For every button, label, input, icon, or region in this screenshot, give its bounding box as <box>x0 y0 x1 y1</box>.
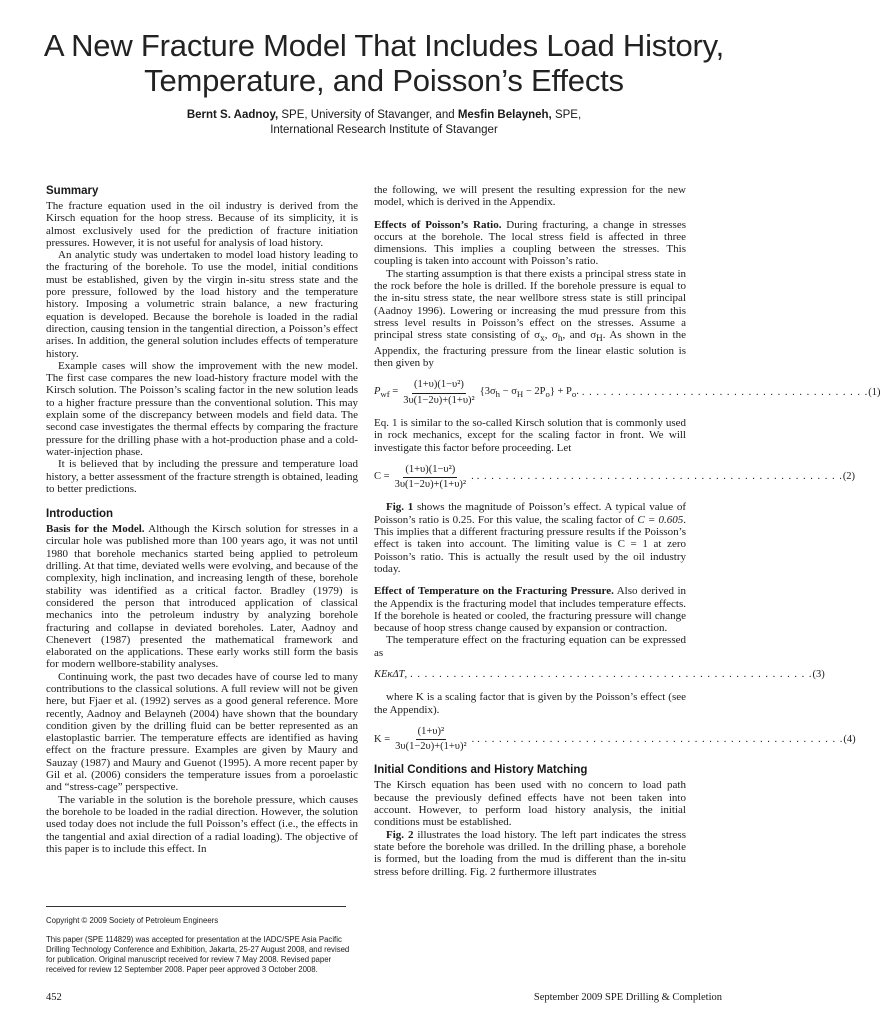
eq2-lhs: C = <box>374 471 390 483</box>
eq1-sub-3: o <box>545 389 550 400</box>
eq2-rest: . <box>471 471 474 483</box>
author-2-affiliation: SPE, <box>551 109 582 121</box>
poisson-runin-heading: Effects of Poisson’s Ratio. <box>374 218 502 231</box>
eq1-rest-b: − σ <box>500 385 517 397</box>
author-2-institution: International Research Institute of Stavanger <box>270 124 498 136</box>
poisson-text: During fracturing, a change in stresses occurs at the borehole. The local stress field is affected in three dimensions. This implies a coupling between the stresses. This coupling is taken into account with Poisson’s ratio. <box>374 218 686 268</box>
poisson-paragraph <box>374 219 686 268</box>
author-2-name: Mesfin Belayneh, <box>457 109 552 121</box>
eq1-fraction <box>401 379 477 407</box>
poisson-p2-part-d: . As shown in the Appendix, the fracturing pressure from the linear elastic solution is then given by <box>374 329 686 370</box>
basis-text: Although the Kirsch solution for stresses in a circular hole was published more than 100 years ago, it was not until 1980 that borehole mechanics started being applied to petroleum drilling. At that time, deviated wells were evolving, and because of the complexity, high inclination, and increasing length of these, borehole stability was identified as a critical factor. Bradley (1979) is considered the person that introduced application of classical mechanics into the petroleum industry by analyzing borehole fracturing and collapse in deviated boreholes. Later, Aadnoy and Chenevert (1987) presented the mathematical framework and elaborated on the applications. These early works still form the basis for modern wellbore-stability analyses. <box>46 523 358 671</box>
poisson-p2-part-c: , and σ <box>562 329 597 342</box>
eq3-leader-dots: . . . . . . . . . . . . . . . . . . . . . . . . . . . . . . . . . . . . . . . . . . . . . . . . . . . . . . . . <box>410 668 813 680</box>
eq1-lhs-subscript: wf <box>380 389 390 400</box>
author-1-name: Bernt S. Aadnoy, <box>186 109 279 121</box>
poisson-p2-part-b: , σ <box>544 329 558 342</box>
fig2-reference: Fig. 2 <box>386 828 414 841</box>
author-block <box>0 108 768 138</box>
footnote-divider <box>46 906 346 907</box>
sigma-h-subscript: h <box>557 333 563 344</box>
eq2-number: (2) <box>842 471 856 483</box>
eq4-fraction <box>393 726 469 754</box>
fig1-text-a: shows the magnitude of Poisson’s effect. A typical value of Poisson’s ratio is 0.25. For this value, the scaling factor of <box>374 501 686 526</box>
summary-paragraph-3: Example cases will show the improvement with the new model. The first case compares the new load-history fracture model with the Kirsch solution. The Poisson’s scaling factor in the new solution leads to a higher fracture pressure than the conventional solution. This may explain some of the discrepancy between models and field data. The second case investigates the thermal effects by comparing the fracture pressure for the drilling phase with a hot-production phase and a cold-water-injection phase. <box>46 359 358 458</box>
eq4-number: (4) <box>843 733 856 745</box>
eq1-denominator: 3υ(1−2υ)+(1+υ)² <box>403 394 475 406</box>
eq1-rest-c: − 2P <box>523 385 546 397</box>
copyright-note: Copyright © 2009 Society of Petroleum Engineers <box>46 916 219 925</box>
eq2-numerator: (1+υ)(1−υ²) <box>403 464 457 478</box>
eq2-fraction <box>393 464 469 492</box>
eq1-rest-d: } + P <box>549 385 572 397</box>
poisson-p2-part-a: The starting assumption is that there exists a principal stress state in the rock before the hole is drilled. If the borehole pressure is equal to the in-situ stress state, the near wellbore stress state is still principal (Aadnoy 1996). Lowering or increasing the mud pressure from this stress level results in Poisson’s effect on the stresses. Assume a principal stress state consisting of σ <box>374 267 686 342</box>
continued-paragraph: the following, we will present the resulting expression for the new model, which is derived in the Appendix. <box>374 184 686 209</box>
eq1-numerator: (1+υ)(1−υ²) <box>412 379 466 393</box>
paper-title: A New Fracture Model That Includes Load History, Temperature, and Poisson’s Effects <box>43 28 725 98</box>
eq1-lhs-symbol: P <box>374 385 381 397</box>
page-number: 452 <box>46 992 62 1003</box>
temperature-paragraph <box>374 585 686 634</box>
temperature-runin-heading: Effect of Temperature on the Fracturing Pressure. <box>374 585 614 598</box>
sigma-H-subscript: H <box>596 333 603 344</box>
fig1-c-value: C = 0.605 <box>637 513 684 526</box>
eq1-sub-1: h <box>495 389 501 400</box>
publication-note: This paper (SPE 114829) was accepted for presentation at the IADC/SPE Asia Pacific Drilling Technology Conference and Exhibition, Jakarta, 25-27 August 2008, and revised for publication. Original manuscript received for review 7 May 2008. Revised paper received for review 12 September 2008. Paper peer approved 3 October 2008. <box>46 935 350 974</box>
fig1-reference: Fig. 1 <box>386 501 414 514</box>
equation-2 <box>374 463 856 492</box>
temperature-text: Also derived in the Appendix is the fracturing model that includes temperature effects. If the borehole is heated or cooled, the fracturing pressure will change because of hoop stress change caused by expansion or contraction. <box>374 585 687 635</box>
eq4-numerator: (1+υ)² <box>416 726 447 740</box>
eq4-denominator: 3υ(1−2υ)+(1+υ)² <box>395 741 467 753</box>
eq3-rest: , <box>404 668 408 680</box>
eq1-discussion: Eq. 1 is similar to the so-called Kirsch solution that is commonly used in rock mechanics, except for the scaling factor in front. We will investigate this factor before proceeding. Let <box>374 416 686 454</box>
basis-runin-heading: Basis for the Model. <box>46 523 145 536</box>
summary-paragraph-2: An analytic study was undertaken to model load history leading to the fracturing of the borehole. To use the model, initial conditions must be established, given by the virgin in-situ stress state and the pore pressure, followed by the load history and the temperature history. Imposing a volumetric strain balance, a new fracturing equation is developed. Because the borehole is loaded in the radial direction, causing tension in the tangential direction, a Poisson’s effect arises. In addition, the general solution includes effects of temperature history. <box>46 249 358 360</box>
right-column <box>374 184 881 878</box>
left-column <box>46 184 358 855</box>
fig1-paragraph <box>374 501 686 575</box>
fig2-paragraph <box>374 829 686 878</box>
eq1-leader-dots: . . . . . . . . . . . . . . . . . . . . . . . . . . . . . . . . . . . . . . . . <box>581 386 869 398</box>
fig1-text-b: . This implies that a different fracturing pressure results if the Poisson’s effect is taken into account. The limiting value is C = 1 at zero Poisson’s ratio. This is actually the result used by the oil industry today. <box>374 513 687 575</box>
equation-4 <box>374 725 856 754</box>
fig2-text: illustrates the load history. The left part indicates the stress state before the borehole was drilled. In the drilling phase, a borehole is formed, but the loading from the mud is different than the in-situ stress before drilling. Fig. 2 furthermore illustrates <box>374 828 686 878</box>
initial-conditions-paragraph-1: The Kirsch equation has been used with no concern to load path because the previously defined effects have not been taken into account. However, to perform load history analysis, the initial conditions must be established. <box>374 779 686 829</box>
eq3-expression: KEκΔT <box>374 668 405 680</box>
eq4-rest: . <box>471 733 475 745</box>
basis-paragraph <box>46 523 358 671</box>
eq1-equals: = <box>389 385 399 397</box>
summary-paragraph-1: The fracture equation used in the oil industry is derived from the Kirsch equation for the hoop stress. Because of its simplicity, it is almost exclusively used for the prediction of fracture initiation pressures. However, it is not useful for analysis of load history. <box>46 200 358 249</box>
introduction-heading: Introduction <box>46 508 114 521</box>
sigma-x-subscript: x <box>540 333 545 344</box>
eq3-discussion: where K is a scaling factor that is given by the Poisson’s effect (see the Appendix). <box>374 691 686 716</box>
equation-3 <box>374 668 825 681</box>
journal-footer: September 2009 SPE Drilling & Completion <box>533 992 722 1003</box>
poisson-paragraph-2 <box>374 268 686 370</box>
eq2-denominator: 3υ(1−2υ)+(1+υ)² <box>394 479 467 491</box>
equation-1 <box>374 379 881 407</box>
temperature-paragraph-2: The temperature effect on the fracturing equation can be expressed as <box>374 634 686 659</box>
eq1-sub-2: H <box>516 389 524 400</box>
eq4-leader-dots: . . . . . . . . . . . . . . . . . . . . . . . . . . . . . . . . . . . . . . . . . . . . . . . . . . . <box>477 733 844 745</box>
intro-paragraph-2: Continuing work, the past two decades have of course led to many contributions to the classical solutions. A full review will not be given here, but Fjaer et al. (1992) serves as a good general reference. More recently, Aadnoy and Belayneh (2004) have shown that the boundary condition given by the drilling fluid can be better represented as an elastoplastic barrier. The temperature effects are identified as having effect on the fracture pressure. Examples are given by Maury and Sauzay (1987) and Maury and Guenot (1995). A more recent paper by Gil et al. (2006) considers the temperature issues from a poroelastic and “stress-cage” perspective. <box>46 670 358 794</box>
eq1-rest-a: {3σ <box>479 385 496 397</box>
eq1-sub-4: o <box>571 389 577 400</box>
eq1-number: (1) <box>868 386 881 398</box>
eq1-rest <box>480 386 579 400</box>
eq1-lhs <box>374 386 398 400</box>
eq2-leader-dots: . . . . . . . . . . . . . . . . . . . . . . . . . . . . . . . . . . . . . . . . . . . . . . . . . . . <box>476 471 843 483</box>
footnotes <box>46 916 358 975</box>
summary-heading: Summary <box>46 185 99 197</box>
intro-paragraph-3: The variable in the solution is the borehole pressure, which causes the borehole to be loaded in the radial direction. However, the solution used today does not include the full Poisson’s effect (i.e., the effects in the tangential and axial direction of a radial loading). The objective of this paper is to include this effect. In <box>46 793 358 855</box>
summary-paragraph-4: It is believed that by including the pressure and temperature load history, a better assessment of the fracture strength is obtained, leading to better predictions. <box>46 458 358 495</box>
author-1-affiliation: SPE, University of Stavanger, and <box>278 109 458 121</box>
eq1-rest-e: . <box>576 385 579 397</box>
initial-conditions-heading: Initial Conditions and History Matching <box>374 764 588 777</box>
eq4-lhs: K = <box>374 733 391 745</box>
eq3-number: (3) <box>812 668 825 680</box>
